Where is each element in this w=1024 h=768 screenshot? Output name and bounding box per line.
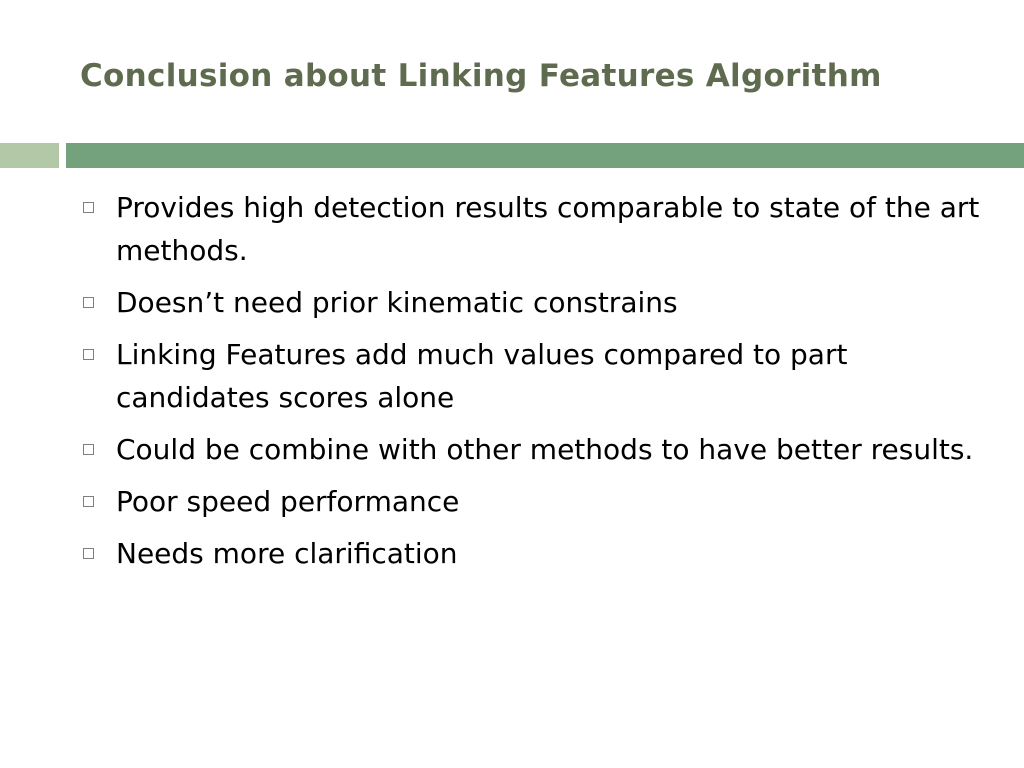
bullet-item bbox=[80, 480, 980, 523]
bullet-item bbox=[80, 428, 980, 471]
square-bullet-icon bbox=[83, 202, 94, 213]
bullet-text: Doesn’t need prior kinematic constrains bbox=[116, 286, 678, 319]
bullet-item bbox=[80, 333, 980, 419]
square-bullet-icon bbox=[83, 349, 94, 360]
title-underline-right-bar bbox=[66, 143, 1024, 168]
bullet-item bbox=[80, 532, 980, 575]
bullet-text: Needs more clarification bbox=[116, 537, 458, 570]
square-bullet-icon bbox=[83, 496, 94, 507]
slide-title: Conclusion about Linking Features Algorithm bbox=[80, 58, 882, 94]
square-bullet-icon bbox=[83, 444, 94, 455]
square-bullet-icon bbox=[83, 297, 94, 308]
bullet-item bbox=[80, 281, 980, 324]
title-underline-left-bar bbox=[0, 143, 59, 168]
bullet-item bbox=[80, 186, 980, 272]
bullet-text: Linking Features add much values compared to part candidates scores alone bbox=[116, 338, 848, 414]
square-bullet-icon bbox=[83, 548, 94, 559]
bullet-text: Provides high detection results comparable to state of the art methods. bbox=[116, 191, 980, 267]
bullet-list bbox=[80, 186, 980, 584]
bullet-text: Could be combine with other methods to have better results. bbox=[116, 433, 974, 466]
bullet-text: Poor speed performance bbox=[116, 485, 460, 518]
